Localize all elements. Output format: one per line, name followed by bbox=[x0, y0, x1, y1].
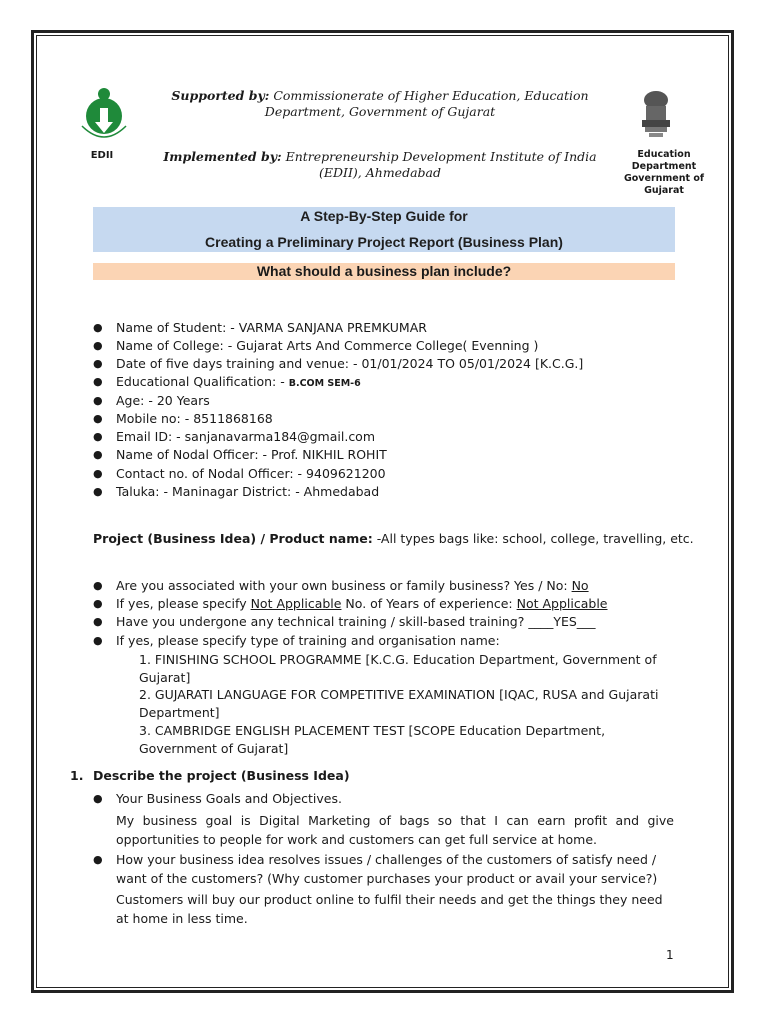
detail-label: Name of Nodal Officer: - bbox=[116, 447, 271, 462]
bullet-icon: ● bbox=[93, 375, 103, 388]
detail-value: B.COM SEM-6 bbox=[288, 378, 361, 389]
project-value: -All types bags like: school, college, travelling, etc. bbox=[372, 531, 694, 546]
detail-value: Gujarat Arts And Commerce College( Evenning ) bbox=[236, 338, 539, 353]
question-answer: Not Applicable bbox=[516, 596, 608, 611]
subtitle-banner: What should a business plan include? bbox=[93, 263, 675, 280]
detail-label: Educational Qualification: - bbox=[116, 374, 289, 389]
question-answer: ____YES___ bbox=[528, 614, 596, 629]
detail-label: Mobile no: - bbox=[116, 411, 194, 426]
question-answer: No bbox=[571, 578, 589, 593]
question-text: If yes, please specify bbox=[116, 596, 251, 611]
bullet-icon: ● bbox=[93, 485, 103, 498]
gov-label bbox=[606, 149, 722, 197]
page-number: 1 bbox=[666, 948, 674, 962]
detail-label: Age: - bbox=[116, 393, 157, 408]
detail-label: Date of five days training and venue: - bbox=[116, 356, 362, 371]
goals-text: My business goal is Digital Marketing of bags so that I can earn profit and give opportunities to people for work and customers can get full service at home. bbox=[116, 813, 674, 847]
section-number: 1. bbox=[70, 768, 84, 783]
implemented-text: Entrepreneurship Development Institute of India (EDII), Ahmedabad bbox=[285, 149, 597, 180]
section-title: Describe the project (Business Idea) bbox=[93, 768, 350, 783]
detail-label: Email ID: - bbox=[116, 429, 185, 444]
implemented-by bbox=[160, 149, 600, 181]
detail-value: 01/01/2024 TO 05/01/2024 [K.C.G.] bbox=[361, 356, 584, 371]
issues-text: Customers will buy our product online to fulfil their needs and get the things they need at home in less time. bbox=[116, 892, 663, 926]
ashoka-emblem-icon bbox=[636, 90, 676, 142]
bullet-icon: ● bbox=[93, 615, 103, 628]
detail-label: Contact no. of Nodal Officer: - bbox=[116, 466, 307, 481]
bullet-icon: ● bbox=[93, 579, 103, 592]
question-answer: Not Applicable bbox=[250, 596, 342, 611]
section-heading bbox=[70, 767, 350, 785]
training-item: 2. GUJARATI LANGUAGE FOR COMPETITIVE EXAMINATION [IQAC, RUSA and Gujarati Department] bbox=[139, 687, 659, 720]
title-banner bbox=[93, 207, 675, 252]
detail-value: Prof. NIKHIL ROHIT bbox=[271, 447, 387, 462]
bullet-icon: ● bbox=[93, 394, 103, 407]
edii-logo-icon bbox=[76, 86, 132, 148]
implemented-prefix: Implemented by: bbox=[163, 149, 282, 164]
training-item: 1. FINISHING SCHOOL PROGRAMME [K.C.G. Education Department, Government of Gujarat] bbox=[139, 652, 657, 685]
detail-value: sanjanavarma184@gmail.com bbox=[184, 429, 376, 444]
gov-label-line2: Government of Gujarat bbox=[623, 173, 705, 196]
bullet-icon: ● bbox=[93, 853, 103, 866]
detail-label: Name of College: - bbox=[116, 338, 237, 353]
bullet-icon: ● bbox=[93, 597, 103, 610]
title-line-1: A Step-By-Step Guide for bbox=[300, 208, 468, 224]
goals-label: Your Business Goals and Objectives. bbox=[116, 791, 342, 806]
bullet-icon: ● bbox=[93, 321, 103, 334]
bullet-icon: ● bbox=[93, 448, 103, 461]
detail-value: 20 Years bbox=[156, 393, 210, 408]
supported-text: Commissionerate of Higher Education, Education Department, Government of Gujarat bbox=[264, 88, 589, 119]
training-item: 3. CAMBRIDGE ENGLISH PLACEMENT TEST [SCOPE Education Department, Government of Gujarat] bbox=[139, 723, 606, 756]
supported-by bbox=[160, 88, 600, 120]
detail-value: VARMA SANJANA PREMKUMAR bbox=[238, 320, 427, 335]
detail-value: 8511868168 bbox=[193, 411, 273, 426]
bullet-icon: ● bbox=[93, 412, 103, 425]
supported-prefix: Supported by: bbox=[171, 88, 270, 103]
project-label: Project (Business Idea) / Product name: bbox=[93, 531, 373, 546]
detail-label: Taluka: - bbox=[116, 484, 172, 499]
bullet-icon: ● bbox=[93, 792, 103, 805]
detail-label: Name of Student: - bbox=[116, 320, 239, 335]
question-text: If yes, please specify type of training and organisation name: bbox=[116, 633, 500, 648]
edii-label: EDII bbox=[90, 150, 114, 161]
bullet-icon: ● bbox=[93, 467, 103, 480]
bullet-icon: ● bbox=[93, 430, 103, 443]
title-line-2: Creating a Preliminary Project Report (Business Plan) bbox=[205, 234, 563, 250]
project-line bbox=[93, 530, 694, 548]
question-text: No. of Years of experience: bbox=[341, 596, 517, 611]
question-text: Are you associated with your own business or family business? Yes / No: bbox=[116, 578, 572, 593]
detail-value: Maninagar District: - Ahmedabad bbox=[171, 484, 380, 499]
bullet-icon: ● bbox=[93, 634, 103, 647]
detail-value: 9409621200 bbox=[306, 466, 386, 481]
gov-label-line1: Education Department bbox=[631, 149, 697, 172]
question-text: Have you undergone any technical training / skill-based training? bbox=[116, 614, 529, 629]
bullet-icon: ● bbox=[93, 339, 103, 352]
bullet-icon: ● bbox=[93, 357, 103, 370]
issues-label: How your business idea resolves issues / challenges of the customers of satisfy need / want of the customers? (Why customer purchases your product or avail your service?) bbox=[116, 852, 658, 886]
